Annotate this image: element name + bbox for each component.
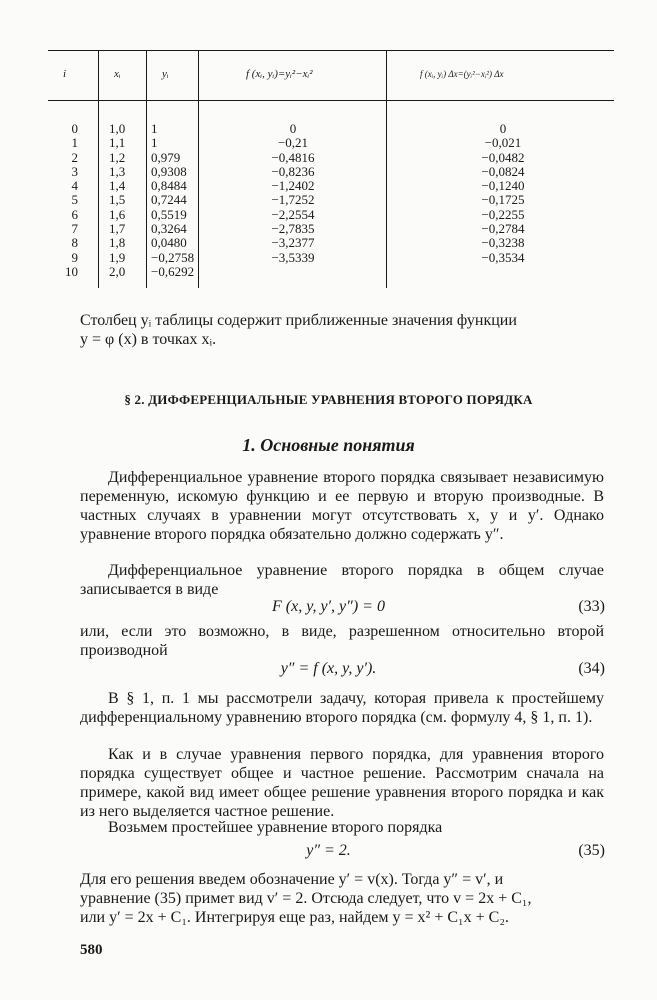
section-title: § 2. ДИФФЕРЕНЦИАЛЬНЫЕ УРАВНЕНИЯ ВТОРОГО ПОРЯДКА [124, 392, 533, 407]
table-cell: 0,0480 [151, 235, 187, 251]
header-f-dx: f (xᵢ, yᵢ) Δx=(yᵢ²−xᵢ²) Δx [420, 69, 504, 79]
table-header-rule [48, 100, 614, 101]
table-cell: 0,5519 [151, 206, 187, 222]
table-cell: −1,7252 [271, 192, 315, 208]
table-cell: 1,0 [109, 121, 126, 136]
table-cell: 1,1 [109, 135, 126, 151]
table-cell: 5 [71, 192, 78, 208]
equation-33-number: (33) [578, 598, 605, 615]
table-cell: 7 [71, 221, 78, 237]
table-cell: 0 [499, 121, 507, 136]
table-column-divider [386, 50, 387, 288]
table-cell: −0,1725 [481, 192, 525, 208]
equation-33: F (x, y, y′, y″) = 0 [272, 598, 385, 615]
table-cell: 0,7244 [151, 192, 187, 208]
table-column-divider [146, 50, 147, 288]
column-i [48, 122, 78, 279]
table-cell: −0,4816 [271, 149, 315, 165]
table-cell: 9 [71, 249, 78, 265]
table-cell: −0,021 [484, 135, 522, 151]
para1-line2: y = φ (x) в точках xᵢ. [80, 331, 217, 348]
table-cell: −0,8236 [271, 163, 315, 179]
table-cell: −0,3534 [481, 249, 525, 265]
para8-line1: Для его решения введем обозначение y′ = v(x). Тогда y″ = v′, и [80, 871, 504, 888]
para-reference: В § 1, п. 1 мы рассмотрели задачу, которая привела к простейшему дифференциальному уравнению второго порядка (см. формулу 4, § 1, п. 1). [80, 690, 604, 726]
table-cell: −3,2377 [271, 235, 315, 251]
equation-34-number: (34) [578, 660, 605, 677]
page-number: 580 [80, 942, 103, 958]
para-resolved-form: или, если это возможно, в виде, разрешенном относительно второй производной [80, 623, 604, 659]
table-cell: 0 [71, 121, 78, 136]
table-cell: −2,2554 [271, 206, 315, 222]
table-cell: 1,3 [109, 163, 126, 179]
table-top-rule [48, 50, 614, 51]
table-cell: −0,0482 [481, 149, 525, 165]
table-cell: −1,2402 [271, 178, 315, 194]
table-cell: 2 [71, 149, 78, 165]
table-cell: 1,5 [109, 192, 126, 208]
table-cell: −0,0824 [481, 163, 525, 179]
table-cell: 1,8 [109, 235, 126, 251]
table-cell: 1,7 [109, 221, 126, 237]
column-x [109, 122, 125, 279]
header-i: i [63, 68, 67, 80]
table-cell: 8 [71, 235, 78, 251]
subsection-title: 1. Основные понятия [242, 435, 415, 455]
table-cell: −0,2758 [151, 249, 195, 265]
table-cell: −0,2784 [481, 221, 525, 237]
column-f-dx [458, 122, 548, 265]
header-y: yᵢ [162, 68, 169, 80]
table-cell: 10 [65, 263, 78, 279]
table-cell: 1,9 [109, 249, 126, 265]
column-y [151, 122, 194, 279]
table-cell: 2,0 [109, 263, 126, 279]
equation-34: y″ = f (x, y, y′). [280, 660, 377, 677]
table-cell: 1,4 [109, 178, 126, 194]
table-cell: −0,2255 [481, 206, 525, 222]
para-solutions: Как и в случае уравнения первого порядка, для уравнения второго порядка существует общее и частное решение. Рассмотрим сначала на примере, какой вид имеет общее решение уравнения второго порядка и как из него выделяется частное решение. [80, 746, 604, 820]
para-general-form: Дифференциальное уравнение второго порядка в общем случае записывается в виде [80, 562, 604, 598]
table-column-divider [198, 50, 199, 288]
table-cell: −0,21 [277, 135, 309, 151]
table-cell: −0,1240 [481, 178, 525, 194]
table-cell: 0,3264 [151, 221, 187, 237]
table-cell: 1 [151, 121, 158, 136]
table-cell: 4 [71, 178, 78, 194]
para8-line3: или y′ = 2x + C₁. Интегрируя еще раз, найдем y = x² + C₁x + C₂. [80, 909, 509, 926]
table-cell: 0 [289, 121, 297, 136]
table-cell: 6 [71, 206, 78, 222]
para-simplest: Возьмем простейшее уравнение второго порядка [108, 819, 443, 836]
column-f [248, 122, 338, 265]
para1-line1: Столбец yᵢ таблицы содержит приближенные значения функции [80, 312, 517, 329]
table-cell: −3,5339 [271, 249, 315, 265]
para-definition: Дифференциальное уравнение второго порядка связывает независимую переменную, искомую функцию и ее первую и вторую производные. В частных случаях в уравнении могут отсутствовать x, y и y′. Однако уравнение второго порядка обязательно должно содержать y″. [80, 469, 604, 543]
header-f: f (xᵢ, yᵢ)=yᵢ²−xᵢ² [246, 68, 313, 80]
table-cell: −2,7835 [271, 221, 315, 237]
table-cell: 0,8484 [151, 178, 187, 194]
header-x: xᵢ [114, 68, 121, 80]
table-cell: 3 [71, 163, 78, 179]
table-cell: 0,979 [151, 149, 181, 165]
table-cell: 1 [71, 135, 78, 151]
table-cell: 0,9308 [151, 163, 187, 179]
table-cell: 1,6 [109, 206, 126, 222]
para8-line2: уравнение (35) примет вид v′ = 2. Отсюда следует, что v = 2x + C₁, [80, 890, 532, 907]
table-cell: −0,6292 [151, 263, 195, 279]
equation-35: y″ = 2. [306, 842, 351, 859]
table-cell: 1,2 [109, 149, 126, 165]
equation-35-number: (35) [578, 842, 605, 859]
table-cell: −0,3238 [481, 235, 525, 251]
table-column-divider [98, 50, 99, 288]
table-cell: 1 [151, 135, 158, 151]
